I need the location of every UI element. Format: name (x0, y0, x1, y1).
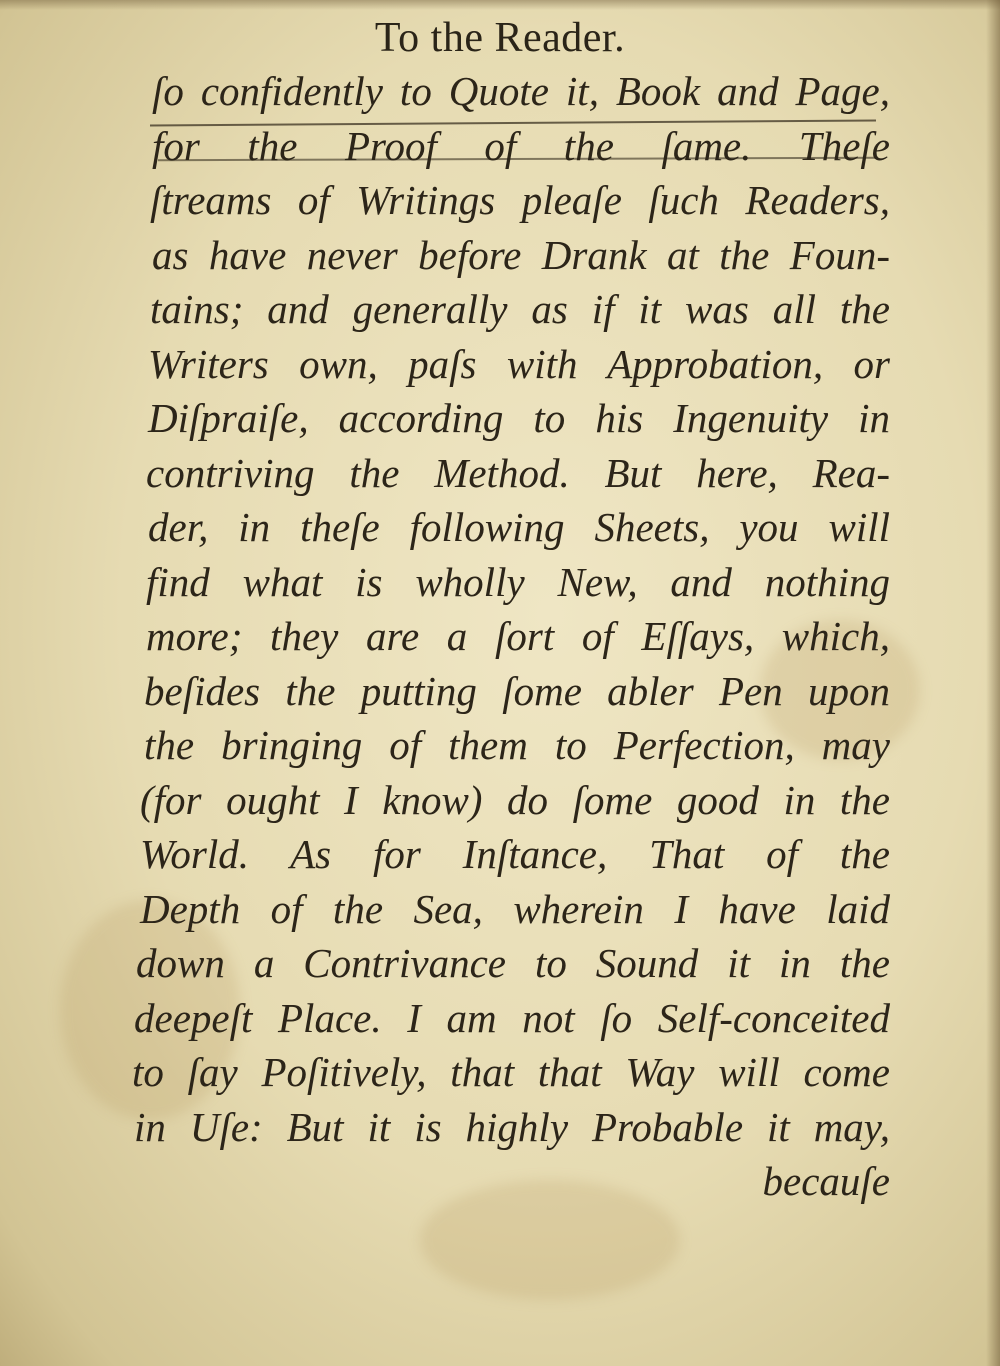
text-line: in Uſe: But it is highly Probable it may, (134, 1103, 890, 1150)
text-line: for the Proof of the ſame. Theſe (152, 122, 890, 169)
text-line: tains; and generally as if it was all the (150, 286, 890, 332)
text-line: to ſay Poſitively, that that Way will come (132, 1049, 890, 1095)
text-line: Writers own, paſs with Approbation, or (148, 340, 890, 387)
page-right-edge (986, 0, 1000, 1366)
text-line: Diſpraiſe, according to his Ingenuity in (148, 395, 890, 441)
text-line: the bringing of them to Perfection, may (144, 722, 890, 768)
body-text (130, 64, 890, 1209)
text-line: find what is wholly New, and nothing (146, 558, 890, 605)
catchword: becauſe (762, 1158, 890, 1204)
text-line: beſides the putting ſome abler Pen upon (144, 667, 890, 714)
text-line: contriving the Method. But here, Rea- (146, 449, 890, 496)
text-line: more; they are a ſort of Eſſays, which, (146, 613, 890, 659)
page-top-edge (0, 0, 1000, 10)
text-line: deepeſt Place. I am not ſo Self-conceited (134, 994, 890, 1041)
text-line: down a Contrivance to Sound it in the (136, 940, 890, 986)
text-line: (for ought I know) do ſome good in the (140, 776, 890, 823)
page-heading: To the Reader. (374, 15, 626, 61)
text-line: ſo confidently to Quote it, Book and Page, (152, 68, 890, 114)
text-line: der, in theſe following Sheets, you will (148, 504, 890, 550)
text-line: World. As for Inſtance, That of the (140, 831, 890, 877)
text-line: Depth of the Sea, wherein I have laid (140, 885, 890, 932)
text-line: as have never before Drank at the Foun- (152, 231, 890, 278)
text-line: ſtreams of Writings pleaſe ſuch Readers, (150, 177, 890, 223)
